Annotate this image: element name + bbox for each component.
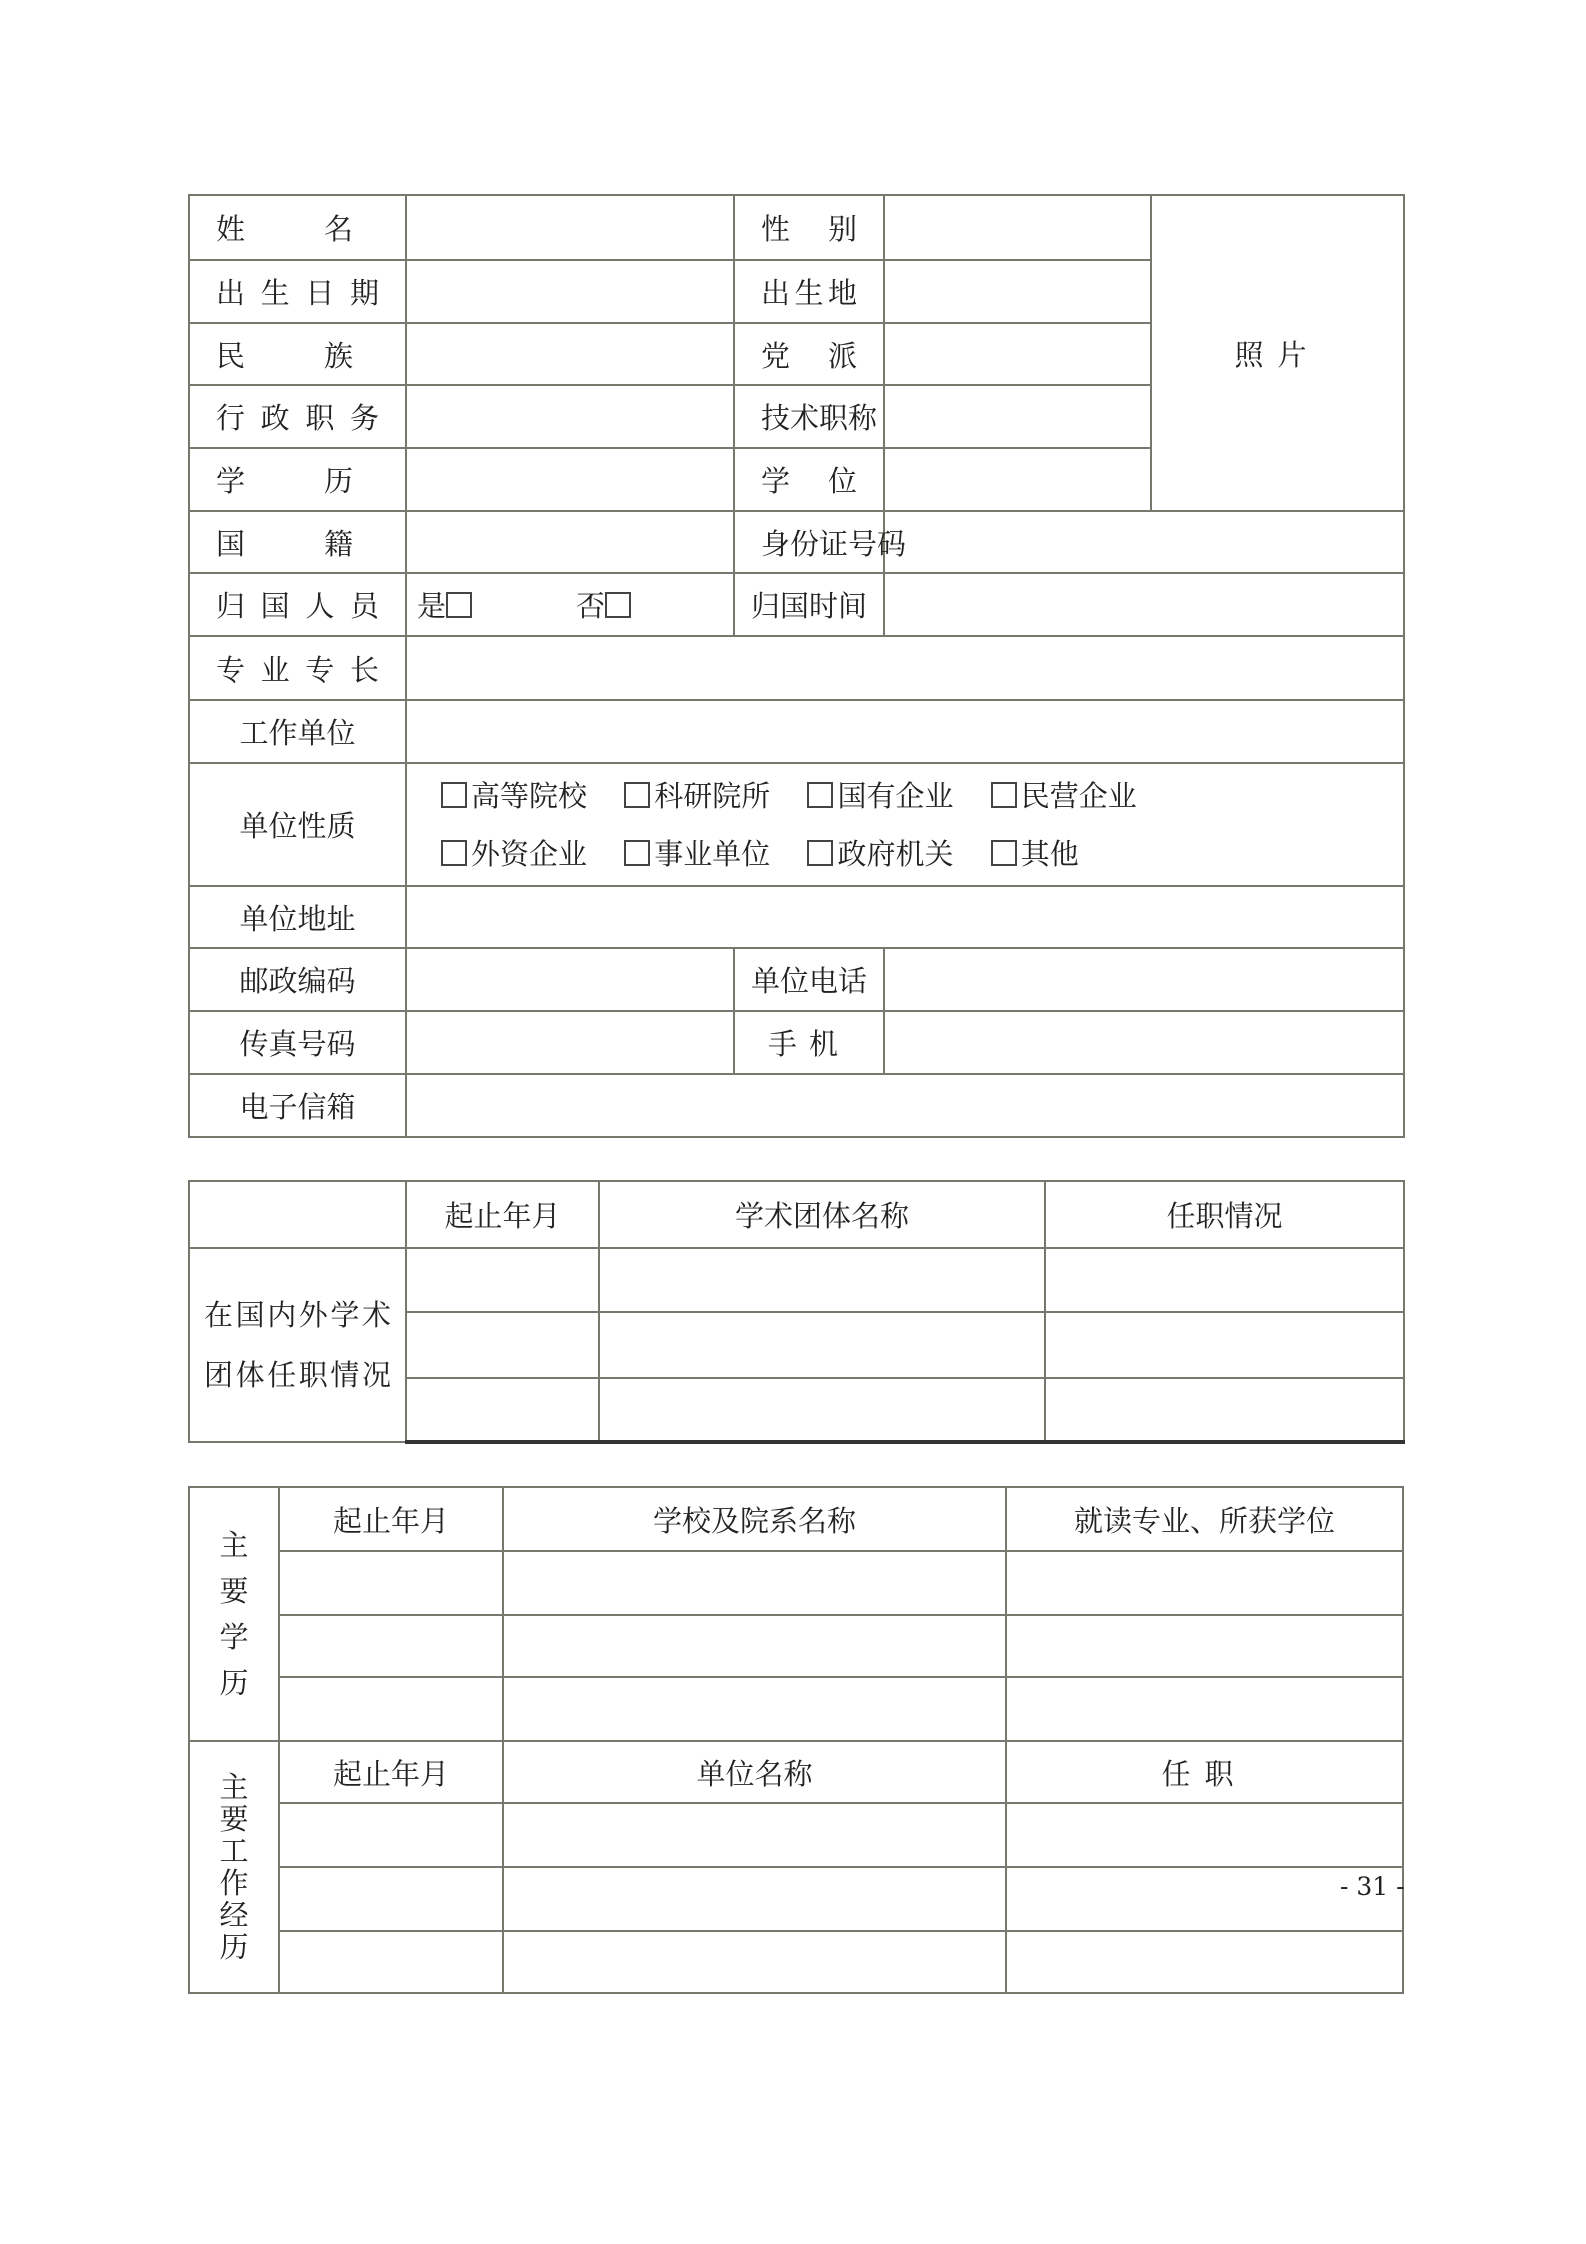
education-period-cell[interactable]	[279, 1615, 503, 1677]
employer-address-label: 单位地址	[189, 886, 406, 948]
basic-info-table	[188, 194, 1405, 1138]
admin-post-label: 行政职务	[189, 385, 406, 448]
gender-label: 性别	[734, 195, 884, 260]
returnee-label: 归国人员	[189, 573, 406, 636]
option-government[interactable]: 政府机关	[807, 825, 953, 883]
returnee-choice	[406, 573, 734, 636]
degree-input[interactable]	[884, 448, 1151, 511]
id-number-label: 身份证号码	[734, 511, 884, 573]
education-header-major: 就读专业、所获学位	[1006, 1487, 1403, 1551]
history-table	[188, 1486, 1404, 1994]
name-input[interactable]	[406, 195, 734, 260]
mobile-label: 手机	[734, 1011, 884, 1074]
education-major-cell[interactable]	[1006, 1677, 1403, 1741]
checkbox[interactable]	[807, 782, 833, 808]
education-input[interactable]	[406, 448, 734, 511]
academic-header-position: 任职情况	[1045, 1181, 1404, 1248]
id-number-input[interactable]	[884, 511, 1404, 573]
postal-code-label: 邮政编码	[189, 948, 406, 1011]
education-major-cell[interactable]	[1006, 1551, 1403, 1615]
work-period-cell[interactable]	[279, 1931, 503, 1993]
photo-cell[interactable]	[1151, 195, 1404, 511]
party-label: 党派	[734, 323, 884, 385]
academic-period-cell[interactable]	[406, 1248, 599, 1312]
ethnicity-label: 民族	[189, 323, 406, 385]
employer-input[interactable]	[406, 700, 1404, 763]
education-section-label: 主要学历	[189, 1487, 279, 1741]
education-label: 学历	[189, 448, 406, 511]
degree-label: 学位	[734, 448, 884, 511]
work-position-cell[interactable]	[1006, 1803, 1403, 1867]
party-input[interactable]	[884, 323, 1151, 385]
academic-section-label: 在国内外学术团体任职情况	[189, 1248, 406, 1442]
education-school-cell[interactable]	[503, 1615, 1006, 1677]
checkbox[interactable]	[991, 840, 1017, 866]
work-employer-cell[interactable]	[503, 1803, 1006, 1867]
checkbox[interactable]	[624, 782, 650, 808]
page-number: - 31 -	[1340, 1872, 1405, 1901]
return-time-input[interactable]	[884, 573, 1404, 636]
return-time-label: 归国时间	[734, 573, 884, 636]
academic-header-org: 学术团体名称	[599, 1181, 1045, 1248]
checkbox[interactable]	[991, 782, 1017, 808]
birthplace-input[interactable]	[884, 260, 1151, 323]
employer-type-label: 单位性质	[189, 763, 406, 886]
academic-positions-table	[188, 1180, 1405, 1444]
education-major-cell[interactable]	[1006, 1615, 1403, 1677]
office-phone-label: 单位电话	[734, 948, 884, 1011]
academic-header-period: 起止年月	[406, 1181, 599, 1248]
work-employer-cell[interactable]	[503, 1867, 1006, 1931]
tech-title-label: 技术职称	[734, 385, 884, 448]
returnee-yes-label: 是	[417, 589, 447, 623]
academic-period-cell[interactable]	[406, 1378, 599, 1442]
option-public-institution[interactable]: 事业单位	[624, 825, 770, 883]
postal-code-input[interactable]	[406, 948, 734, 1011]
option-research-institute[interactable]: 科研院所	[624, 767, 770, 825]
academic-position-cell[interactable]	[1045, 1248, 1404, 1312]
option-university[interactable]: 高等院校	[441, 767, 587, 825]
employer-address-input[interactable]	[406, 886, 1404, 948]
nationality-label: 国籍	[189, 511, 406, 573]
birth-date-input[interactable]	[406, 260, 734, 323]
education-header-period: 起止年月	[279, 1487, 503, 1551]
education-school-cell[interactable]	[503, 1677, 1006, 1741]
tech-title-input[interactable]	[884, 385, 1151, 448]
work-employer-cell[interactable]	[503, 1931, 1006, 1993]
birth-date-label: 出生日期	[189, 260, 406, 323]
email-input[interactable]	[406, 1074, 1404, 1137]
gender-input[interactable]	[884, 195, 1151, 260]
education-header-school: 学校及院系名称	[503, 1487, 1006, 1551]
work-header-period: 起止年月	[279, 1741, 503, 1803]
name-label: 姓名	[189, 195, 406, 260]
mobile-input[interactable]	[884, 1011, 1404, 1074]
option-foreign[interactable]: 外资企业	[441, 825, 587, 883]
photo-label: 照片	[1234, 337, 1321, 372]
employer-type-options	[406, 763, 1404, 886]
education-period-cell[interactable]	[279, 1551, 503, 1615]
education-school-cell[interactable]	[503, 1551, 1006, 1615]
specialty-input[interactable]	[406, 636, 1404, 700]
checkbox[interactable]	[807, 840, 833, 866]
ethnicity-input[interactable]	[406, 323, 734, 385]
option-state-owned[interactable]: 国有企业	[807, 767, 953, 825]
corner-cell	[189, 1181, 406, 1248]
work-header-employer: 单位名称	[503, 1741, 1006, 1803]
work-header-position: 任职	[1006, 1741, 1403, 1803]
birthplace-label: 出生地	[734, 260, 884, 323]
returnee-no-label: 否	[576, 589, 606, 623]
option-other[interactable]: 其他	[991, 825, 1079, 883]
academic-org-cell[interactable]	[599, 1378, 1045, 1442]
work-position-cell[interactable]	[1006, 1931, 1403, 1993]
academic-position-cell[interactable]	[1045, 1378, 1404, 1442]
work-section-label: 主要工作经历	[189, 1741, 279, 1993]
admin-post-input[interactable]	[406, 385, 734, 448]
option-private[interactable]: 民营企业	[991, 767, 1137, 825]
specialty-label: 专业专长	[189, 636, 406, 700]
work-period-cell[interactable]	[279, 1803, 503, 1867]
academic-period-cell[interactable]	[406, 1312, 599, 1378]
returnee-no-checkbox[interactable]	[605, 592, 631, 618]
fax-label: 传真号码	[189, 1011, 406, 1074]
employer-label: 工作单位	[189, 700, 406, 763]
fax-input[interactable]	[406, 1011, 734, 1074]
work-period-cell[interactable]	[279, 1867, 503, 1931]
checkbox[interactable]	[441, 840, 467, 866]
academic-org-cell[interactable]	[599, 1248, 1045, 1312]
office-phone-input[interactable]	[884, 948, 1404, 1011]
academic-position-cell[interactable]	[1045, 1312, 1404, 1378]
returnee-yes-checkbox[interactable]	[446, 592, 472, 618]
checkbox[interactable]	[441, 782, 467, 808]
education-period-cell[interactable]	[279, 1677, 503, 1741]
nationality-input[interactable]	[406, 511, 734, 573]
checkbox[interactable]	[624, 840, 650, 866]
email-label: 电子信箱	[189, 1074, 406, 1137]
academic-org-cell[interactable]	[599, 1312, 1045, 1378]
